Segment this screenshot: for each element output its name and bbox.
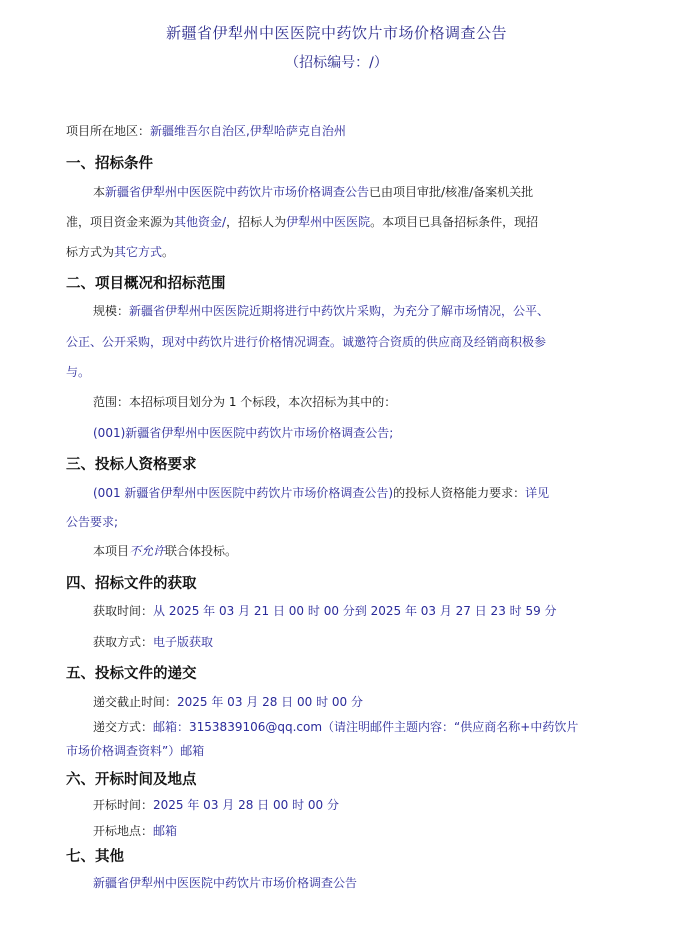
s1-fund-source: 其他资金/ xyxy=(174,215,227,229)
qualification-line-1 xyxy=(93,485,549,501)
s1-tenderer: 伊犁州中医医院 xyxy=(286,215,371,229)
submit-deadline-value: 2025 年 03 月 28 日 00 时 00 分 xyxy=(177,695,363,709)
s1-text: ，招标人为 xyxy=(226,215,287,229)
section-2-heading: 二、项目概况和招标范围 xyxy=(66,276,226,292)
acquire-method-value: 电子版获取 xyxy=(153,635,214,649)
opening-time-line xyxy=(93,797,339,813)
s1-text: 。 xyxy=(162,245,175,259)
location-label: 项目所在地区： xyxy=(66,124,151,138)
scale-line-1 xyxy=(93,303,549,319)
s1-text: 。本项目已具备招标条件，现招 xyxy=(370,215,539,229)
acquire-method-line xyxy=(93,634,213,650)
submit-method-label: 递交方式： xyxy=(93,720,154,734)
opening-place-value: 邮箱 xyxy=(153,824,178,838)
section-1-heading: 一、招标条件 xyxy=(66,156,153,172)
lot-item: (001)新疆省伊犁州中医医院中药饮片市场价格调查公告; xyxy=(93,426,394,440)
qualification-lot: (001 新疆省伊犁州中医医院中药饮片市场价格调查公告) xyxy=(93,486,394,500)
qualification-text: 的投标人资格能力要求： xyxy=(393,486,526,500)
section-4-heading: 四、招标文件的获取 xyxy=(66,576,197,592)
section-6-heading: 六、开标时间及地点 xyxy=(66,772,197,788)
consortium-text: 本项目 xyxy=(93,544,130,558)
acquire-time-value: 从 2025 年 03 月 21 日 00 时 00 分到 2025 年 03 月 27 日 23 时 59 分 xyxy=(153,604,557,618)
section-1-para-line-3 xyxy=(66,244,174,260)
submit-method-line xyxy=(93,719,578,735)
section-3-heading: 三、投标人资格要求 xyxy=(66,457,197,473)
scale-line-3: 与。 xyxy=(66,365,91,379)
range-text: 范围：本招标项目划分为 1 个标段，本次招标为其中的： xyxy=(93,395,397,409)
scale-line-2: 公正、公开采购，现对中药饮片进行价格情况调查。诚邀符合资质的供应商及经销商积极参 xyxy=(66,335,547,349)
s1-text: 标方式为 xyxy=(66,245,115,259)
scale-text: 新疆省伊犁州中医医院近期将进行中药饮片采购，为充分了解市场情况，公平、 xyxy=(129,304,550,318)
qualification-line-2: 公告要求; xyxy=(66,515,119,529)
consortium-status: 不允许 xyxy=(129,544,166,558)
consortium-text: 联合体投标。 xyxy=(165,544,238,558)
s1-project-name: 新疆省伊犁州中医医院中药饮片市场价格调查公告 xyxy=(105,185,370,199)
document-title: 新疆省伊犁州中医医院中药饮片市场价格调查公告 xyxy=(165,24,507,42)
opening-time-value: 2025 年 03 月 28 日 00 时 00 分 xyxy=(153,798,339,812)
submit-deadline-label: 递交截止时间： xyxy=(93,695,178,709)
consortium-line xyxy=(93,543,237,559)
scale-label: 规模： xyxy=(93,304,130,318)
acquire-time-line xyxy=(93,603,557,619)
acquire-method-label: 获取方式： xyxy=(93,635,154,649)
submit-method-value: 邮箱：3153839106@qq.com（请注明邮件主题内容：“供应商名称+中药饮片 xyxy=(153,720,579,734)
s1-text: 准，项目资金来源为 xyxy=(66,215,175,229)
s1-tender-method: 其它方式 xyxy=(114,245,163,259)
tender-number: （招标编号：/） xyxy=(285,55,388,71)
acquire-time-label: 获取时间： xyxy=(93,604,154,618)
opening-place-line xyxy=(93,823,177,839)
section-7-heading: 七、其他 xyxy=(66,849,124,865)
opening-time-label: 开标时间： xyxy=(93,798,154,812)
opening-place-label: 开标地点： xyxy=(93,824,154,838)
location-value: 新疆维吾尔自治区,伊犁哈萨克自治州 xyxy=(150,124,346,138)
section-1-para-line-1 xyxy=(93,184,533,200)
other-text: 新疆省伊犁州中医医院中药饮片市场价格调查公告 xyxy=(93,876,358,890)
s1-text: 本 xyxy=(93,185,106,199)
s1-text: 已由项目审批/核准/备案机关批 xyxy=(369,185,534,199)
section-5-heading: 五、投标文件的递交 xyxy=(66,666,197,682)
section-1-para-line-2 xyxy=(66,214,538,230)
qualification-detail: 详见 xyxy=(525,486,550,500)
submit-deadline-line xyxy=(93,694,363,710)
submit-method-line-2: 市场价格调查资料”）邮箱 xyxy=(66,744,205,758)
project-location xyxy=(66,123,346,139)
